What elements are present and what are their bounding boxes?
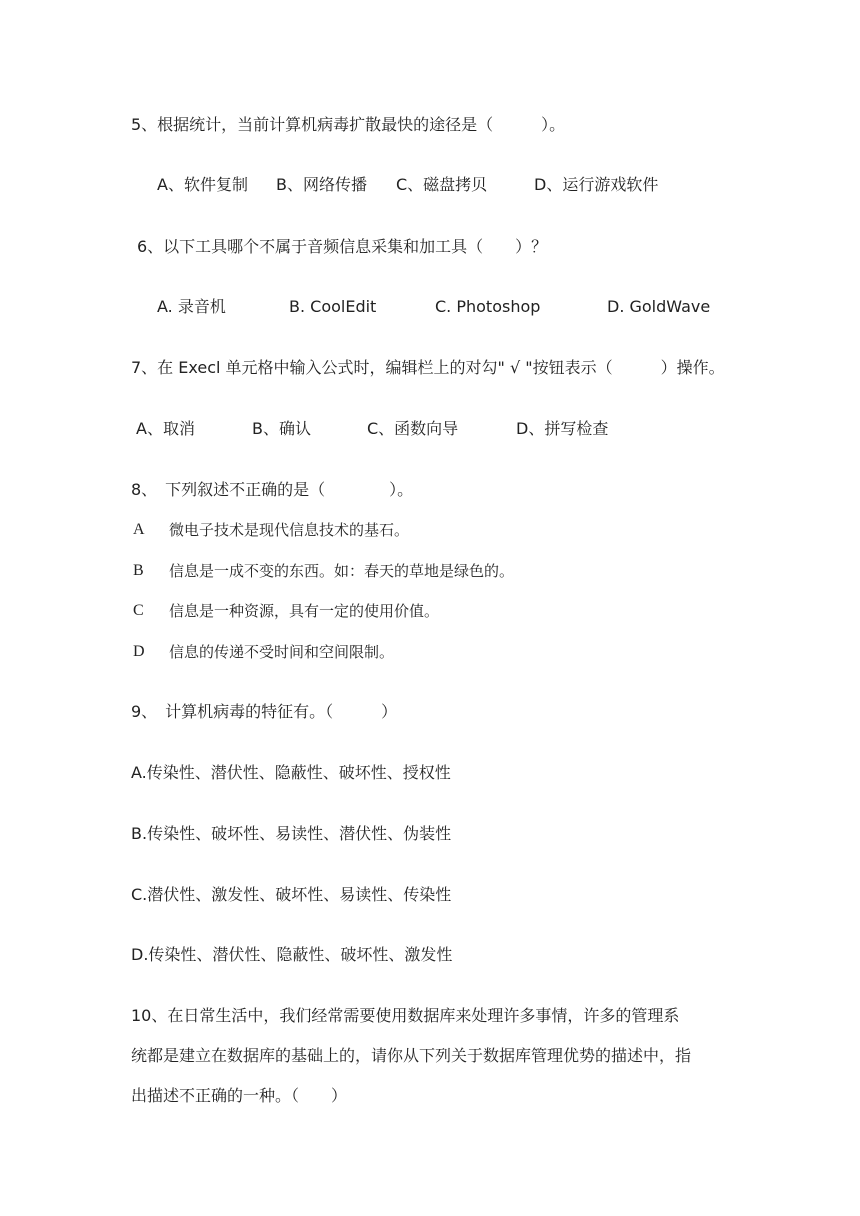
q7-option-d: D、拼写检查 — [516, 419, 609, 438]
q5-stem: 5、根据统计，当前计算机病毒扩散最快的途径是（ ）。 — [131, 115, 566, 134]
q8-option-c-text: 信息是一种资源，具有一定的使用价值。 — [169, 602, 440, 620]
q10-line-1: 10、在日常生活中，我们经常需要使用数据库来处理许多事情，许多的管理系 — [131, 1006, 680, 1025]
q9-option-a: A.传染性、潜伏性、隐蔽性、破坏性、授权性 — [131, 763, 451, 782]
q8-option-b-letter: B — [133, 562, 144, 579]
q8-option-d-text: 信息的传递不受时间和空间限制。 — [169, 643, 395, 661]
q9-stem: 9、 计算机病毒的特征有。（ ） — [131, 702, 398, 721]
q5-option-c: C、磁盘拷贝 — [396, 175, 488, 194]
q7-option-c: C、函数向导 — [367, 419, 459, 438]
q6-option-c: C. Photoshop — [435, 297, 541, 316]
q10-line-2: 统都是建立在数据库的基础上的，请你从下列关于数据库管理优势的描述中，指 — [131, 1046, 692, 1065]
q8-option-d-letter: D — [133, 643, 145, 660]
q6-stem: 6、以下工具哪个不属于音频信息采集和加工具（ ）？ — [137, 237, 548, 256]
q6-option-d: D. GoldWave — [607, 297, 711, 316]
q8-option-c-letter: C — [133, 602, 144, 619]
q6-option-b: B. CoolEdit — [289, 297, 377, 316]
q10-line-3: 出描述不正确的一种。（ ） — [131, 1086, 348, 1105]
q5-option-d: D、运行游戏软件 — [534, 175, 659, 194]
q9-option-c: C.潜伏性、激发性、破坏性、易读性、传染性 — [131, 885, 452, 904]
q9-option-b: B.传染性、破坏性、易读性、潜伏性、伪装性 — [131, 824, 452, 843]
q9-option-d: D.传染性、潜伏性、隐蔽性、破坏性、激发性 — [131, 945, 453, 964]
q8-option-b-text: 信息是一成不变的东西。如：春天的草地是绿色的。 — [169, 562, 515, 580]
q6-option-a: A. 录音机 — [157, 297, 226, 316]
q5-option-a: A、软件复制 — [157, 175, 248, 194]
q7-stem: 7、在 Execl 单元格中输入公式时，编辑栏上的对勾" √ "按钮表示（ ）操作。 — [131, 358, 725, 377]
q8-option-a-text: 微电子技术是现代信息技术的基石。 — [169, 521, 410, 539]
q5-option-b: B、网络传播 — [276, 175, 367, 194]
q7-option-a: A、取消 — [136, 419, 195, 438]
q7-option-b: B、确认 — [252, 419, 311, 438]
q8-stem: 8、 下列叙述不正确的是（ ）。 — [131, 480, 414, 499]
q8-option-a-letter: A — [133, 521, 145, 538]
